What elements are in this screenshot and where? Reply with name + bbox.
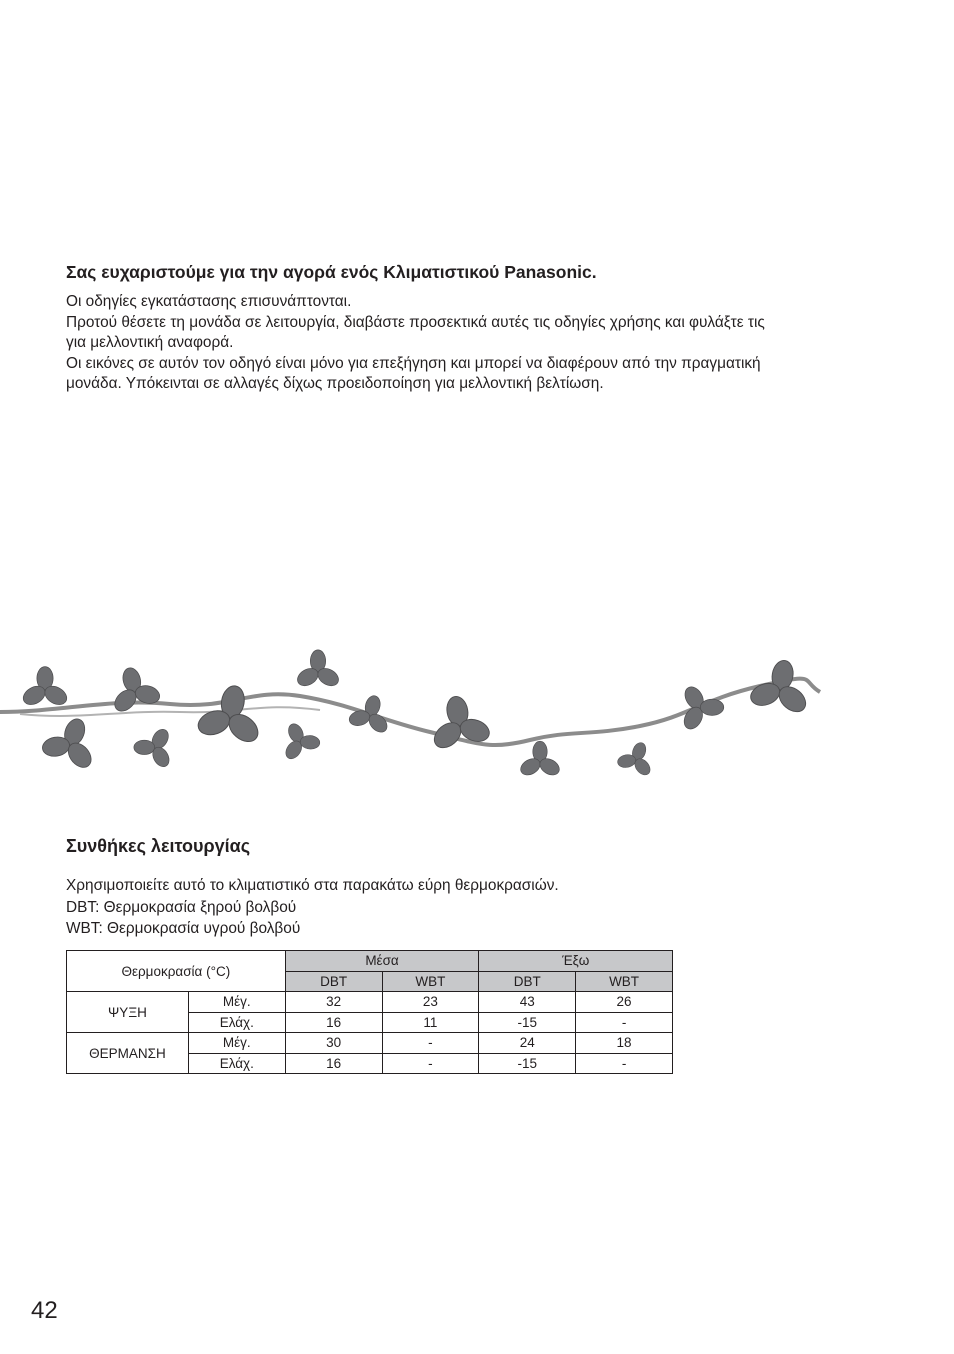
intro-line-2b: για μελλοντική αναφορά. (66, 334, 234, 351)
table-cell: -15 (479, 1012, 576, 1033)
table-cell: 16 (285, 1012, 382, 1033)
inside-dbt-header: DBT (285, 971, 382, 992)
heating-label: ΘΕΡΜΑΝΣΗ (67, 1033, 189, 1074)
conditions-line-1: Χρησιμοποιείτε αυτό το κλιματιστικό στα παρακάτω εύρη θερμοκρασιών. (66, 877, 559, 894)
table-cell: 24 (479, 1033, 576, 1054)
outside-header: Έξω (479, 951, 673, 972)
table-cell: 26 (576, 992, 673, 1013)
table-cell: 32 (285, 992, 382, 1013)
table-cell: 43 (479, 992, 576, 1013)
conditions-wbt-definition: WBT: Θερμοκρασία υγρού βολβού (66, 920, 301, 937)
operating-conditions-section (66, 836, 786, 940)
intro-line-1: Οι οδηγίες εγκατάστασης επισυνάπτονται. (66, 293, 352, 310)
page-number: 42 (31, 1297, 58, 1324)
table-row (67, 992, 673, 1013)
table-cell: 18 (576, 1033, 673, 1054)
table-cell: 23 (382, 992, 479, 1013)
inside-wbt-header: WBT (382, 971, 479, 992)
cooling-label: ΨΥΞΗ (67, 992, 189, 1033)
heating-min-label: Ελάχ. (188, 1053, 285, 1074)
outside-wbt-header: WBT (576, 971, 673, 992)
temperature-label-cell: Θερμοκρασία (°C) (67, 951, 286, 992)
table-cell: - (382, 1053, 479, 1074)
table-cell: - (382, 1033, 479, 1054)
table-cell: -15 (479, 1053, 576, 1074)
intro-line-3a: Οι εικόνες σε αυτόν τον οδηγό είναι μόνο για επεξήγηση και μπορεί να διαφέρουν από την πραγματική (66, 354, 761, 372)
temperature-range-table (66, 950, 673, 1074)
cooling-max-label: Μέγ. (188, 992, 285, 1013)
table-row (67, 1033, 673, 1054)
table-cell: - (576, 1012, 673, 1033)
intro-heading: Σας ευχαριστούμε για την αγορά ενός Κλιματιστικού Panasonic. (66, 262, 597, 282)
heating-max-label: Μέγ. (188, 1033, 285, 1054)
intro-line-3b: μονάδα. Υπόκεινται σε αλλαγές δίχως προειδοποίηση για μελλοντική βελτίωση. (66, 375, 604, 392)
conditions-heading: Συνθήκες λειτουργίας (66, 836, 251, 856)
table-cell: 16 (285, 1053, 382, 1074)
decorative-vine-illustration (0, 640, 840, 790)
intro-section (66, 262, 906, 395)
conditions-dbt-definition: DBT: Θερμοκρασία ξηρού βολβού (66, 898, 297, 916)
outside-dbt-header: DBT (479, 971, 576, 992)
table-cell: 11 (382, 1012, 479, 1033)
cooling-min-label: Ελάχ. (188, 1012, 285, 1033)
intro-line-2a: Προτού θέσετε τη μονάδα σε λειτουργία, διαβάστε προσεκτικά αυτές τις οδηγίες χρήσης και φυλάξτε τις (66, 313, 765, 331)
table-cell: - (576, 1053, 673, 1074)
table-cell: 30 (285, 1033, 382, 1054)
inside-header: Μέσα (285, 951, 479, 972)
